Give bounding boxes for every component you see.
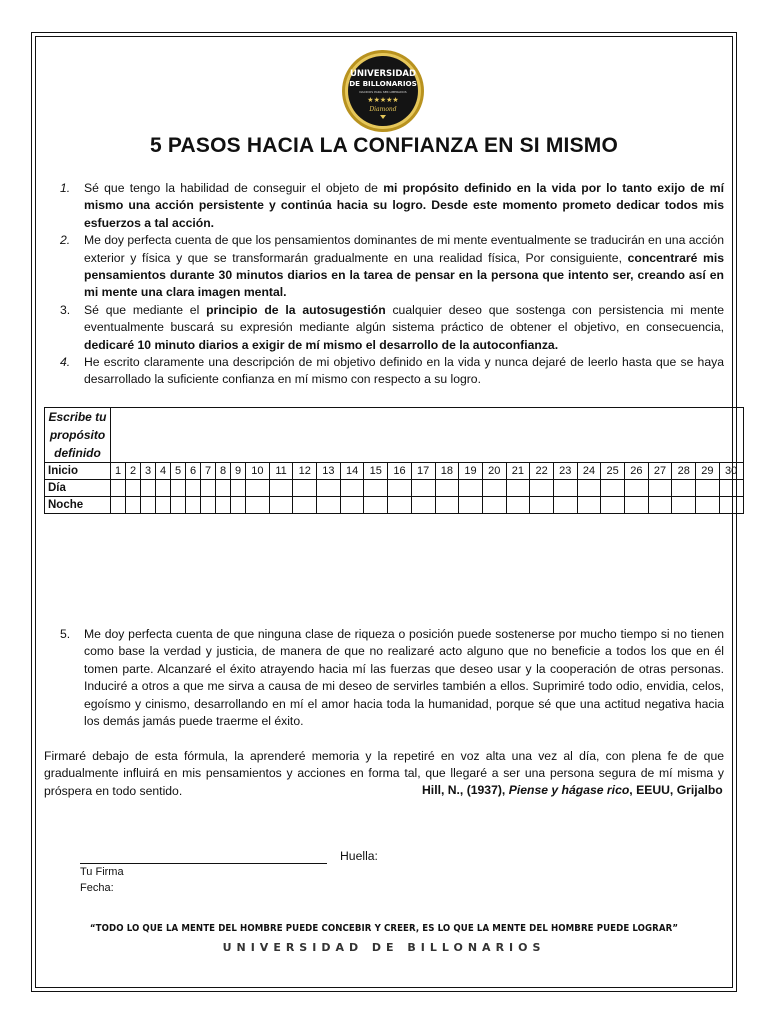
- day-check-cell[interactable]: [317, 480, 341, 497]
- day-number-cell: 3: [141, 463, 156, 480]
- day-check-cell[interactable]: [231, 480, 246, 497]
- day-number-cell: 25: [601, 463, 625, 480]
- day-check-cell[interactable]: [126, 480, 141, 497]
- signature-label: Tu Firma: [80, 866, 124, 878]
- step-text: Sé que tengo la habilidad de conseguir el objeto de: [84, 181, 384, 195]
- day-number-cell: 26: [625, 463, 649, 480]
- day-check-cell[interactable]: [648, 497, 672, 514]
- day-check-cell[interactable]: [553, 480, 577, 497]
- day-check-cell[interactable]: [156, 480, 171, 497]
- day-check-cell[interactable]: [171, 497, 186, 514]
- svg-text:DE BILLONARIOS: DE BILLONARIOS: [349, 79, 417, 88]
- day-check-cell[interactable]: [696, 497, 720, 514]
- day-check-cell[interactable]: [186, 480, 201, 497]
- day-check-cell[interactable]: [171, 480, 186, 497]
- day-number-cell: 27: [648, 463, 672, 480]
- day-number-cell: 20: [482, 463, 506, 480]
- university-seal-logo: [340, 48, 426, 134]
- step-text: cualquier deseo que sostenga con persistencia mi mente eventualmente buscará su expresión mediante algún sistema práctico de obtener el objetivo, en consecuencia,: [84, 302, 724, 335]
- step-text: He escrito claramente una descripción de mi objetivo definido en la vida y nunca dejaré de leerlo hasta que se haya desarrollado la suficiente confianza en mí mismo con respecto a su logro.: [84, 355, 724, 387]
- day-check-cell[interactable]: [482, 480, 506, 497]
- day-number-cell: 19: [459, 463, 483, 480]
- day-number-cell: 1: [111, 463, 126, 480]
- row-label-dia: Día: [45, 480, 111, 497]
- closing-paragraph: Firmaré debajo de esta fórmula, la aprenderé memoria y la repetiré en voz alta una vez al día, con plena fe de que gradualmente influirá en mis pensamientos y acciones en forma tal, que llegaré a ser una persona segura de mí misma y próspera en todo sentido.: [44, 749, 724, 798]
- step-item: [60, 302, 724, 354]
- page-title: 5 PASOS HACIA LA CONFIANZA EN SI MISMO: [149, 134, 619, 157]
- footer-quote: “TODO LO QUE LA MENTE DEL HOMBRE PUEDE CONCEBIR Y CREER, ES LO QUE LA MENTE DEL HOMBRE PUEDE LOGRAR”: [89, 923, 679, 934]
- purpose-label: Escribe tu propósito definido: [45, 408, 111, 463]
- day-check-cell[interactable]: [293, 497, 317, 514]
- day-check-cell[interactable]: [364, 497, 388, 514]
- day-check-cell[interactable]: [231, 497, 246, 514]
- step-5: [60, 626, 724, 730]
- day-check-cell[interactable]: [530, 480, 554, 497]
- day-number-cell: 7: [201, 463, 216, 480]
- step-number: 2.: [60, 233, 71, 248]
- step-item: [60, 354, 724, 389]
- day-number-cell: 29: [696, 463, 720, 480]
- day-check-cell[interactable]: [648, 480, 672, 497]
- day-check-cell[interactable]: [625, 497, 649, 514]
- day-check-cell[interactable]: [577, 480, 601, 497]
- day-check-cell[interactable]: [719, 497, 743, 514]
- day-check-cell[interactable]: [506, 480, 530, 497]
- day-check-cell[interactable]: [411, 497, 435, 514]
- day-check-cell[interactable]: [435, 497, 459, 514]
- day-check-cell[interactable]: [111, 497, 126, 514]
- day-number-cell: 17: [411, 463, 435, 480]
- day-number-cell: 18: [435, 463, 459, 480]
- day-number-cell: 10: [246, 463, 270, 480]
- day-check-cell[interactable]: [672, 497, 696, 514]
- day-number-cell: 6: [186, 463, 201, 480]
- day-number-cell: 5: [171, 463, 186, 480]
- day-check-cell[interactable]: [340, 480, 364, 497]
- day-number-cell: 23: [553, 463, 577, 480]
- progress-tracker-table: [44, 407, 744, 514]
- day-check-cell[interactable]: [201, 497, 216, 514]
- day-number-cell: 8: [216, 463, 231, 480]
- day-check-cell[interactable]: [601, 480, 625, 497]
- day-check-cell[interactable]: [364, 480, 388, 497]
- day-check-cell[interactable]: [719, 480, 743, 497]
- day-check-cell[interactable]: [340, 497, 364, 514]
- svg-text:★★★★★: ★★★★★: [367, 96, 399, 104]
- day-check-cell[interactable]: [186, 497, 201, 514]
- day-number-cell: 9: [231, 463, 246, 480]
- svg-text:Diamond: Diamond: [369, 106, 397, 113]
- step-item: [60, 180, 724, 232]
- day-number-cell: 30: [719, 463, 743, 480]
- day-check-cell[interactable]: [506, 497, 530, 514]
- day-number-cell: 14: [340, 463, 364, 480]
- day-check-cell[interactable]: [141, 497, 156, 514]
- day-check-cell[interactable]: [216, 480, 231, 497]
- day-check-cell[interactable]: [411, 480, 435, 497]
- day-check-cell[interactable]: [201, 480, 216, 497]
- day-check-cell[interactable]: [317, 497, 341, 514]
- step-text: Me doy perfecta cuenta de que los pensamientos dominantes de mi mente eventualmente se traducirán en una acción exterior y física y que se transformarán gradualmente en una realidad física, Por consiguiente,: [84, 233, 724, 265]
- step-text-bold: concentraré mis pensamientos durante 30 minutos diarios en la tarea de pensar en la persona que intento ser, creando así en mi mente una clara imagen mental.: [84, 250, 724, 300]
- day-check-cell[interactable]: [601, 497, 625, 514]
- step-number: 1.: [60, 181, 71, 195]
- day-number-cell: 28: [672, 463, 696, 480]
- day-check-cell[interactable]: [293, 480, 317, 497]
- day-check-cell[interactable]: [435, 480, 459, 497]
- date-label: Fecha:: [80, 882, 114, 894]
- day-number-cell: 11: [269, 463, 293, 480]
- fingerprint-label: Huella:: [340, 849, 378, 863]
- footer-university: UNIVERSIDAD DE BILLONARIOS: [222, 941, 546, 954]
- row-label-inicio: Inicio: [45, 463, 111, 480]
- day-check-cell[interactable]: [156, 497, 171, 514]
- step-item: [60, 232, 724, 302]
- day-check-cell[interactable]: [530, 497, 554, 514]
- day-check-cell[interactable]: [246, 480, 270, 497]
- day-number-cell: 16: [388, 463, 412, 480]
- day-check-cell[interactable]: [216, 497, 231, 514]
- day-check-cell[interactable]: [577, 497, 601, 514]
- day-number-cell: 21: [506, 463, 530, 480]
- day-number-cell: 15: [364, 463, 388, 480]
- day-check-cell[interactable]: [141, 480, 156, 497]
- step-text-bold: dedicaré 10 minuto diarios a exigir de mí mismo el desarrollo de la autoconfianza.: [84, 337, 559, 352]
- purpose-input-area[interactable]: [111, 408, 744, 463]
- day-number-cell: 22: [530, 463, 554, 480]
- step-text-bold: principio de la autosugestión: [206, 302, 386, 317]
- day-check-cell[interactable]: [246, 497, 270, 514]
- step-number: 5.: [60, 627, 71, 641]
- step-text: Me doy perfecta cuenta de que ninguna clase de riqueza o posición puede sostenerse por mucho tiempo si no tienen como base la verdad y justicia, de manera de que no realizaré acto alguno que no beneficie a todos los que en él tomen parte. Alcanzaré el éxito atrayendo hacia mí las fuerzas que deseo usar y la cooperación de otras personas. Induciré a otros a que me sirva a causa de mi deseo de servirles también a ellos. Suprimiré todo odio, envidia, celos, egoísmo y cinismo, desarrollando en mí el amor hacia toda la humanidad, porque sé que una actitud negativa hacia los demás jamás puede traerme el éxito.: [84, 627, 724, 729]
- day-check-cell[interactable]: [459, 480, 483, 497]
- day-check-cell[interactable]: [625, 480, 649, 497]
- day-check-cell[interactable]: [672, 480, 696, 497]
- day-number-cell: 13: [317, 463, 341, 480]
- citation: Hill, N., (1937), Piense y hágase rico, EEUU, Grijalbo: [422, 783, 723, 797]
- day-check-cell[interactable]: [126, 497, 141, 514]
- day-check-cell[interactable]: [459, 497, 483, 514]
- day-check-cell[interactable]: [696, 480, 720, 497]
- day-check-cell[interactable]: [388, 497, 412, 514]
- step-number: 4.: [60, 355, 71, 370]
- svg-text:NACIDOS PARA SER LIBERADOS: NACIDOS PARA SER LIBERADOS: [359, 90, 407, 94]
- svg-text:UNIVERSIDAD: UNIVERSIDAD: [349, 69, 417, 79]
- day-number-cell: 24: [577, 463, 601, 480]
- row-label-noche: Noche: [45, 497, 111, 514]
- day-check-cell[interactable]: [553, 497, 577, 514]
- day-check-cell[interactable]: [111, 480, 126, 497]
- day-check-cell[interactable]: [482, 497, 506, 514]
- signature-line[interactable]: [80, 863, 327, 864]
- day-check-cell[interactable]: [388, 480, 412, 497]
- day-number-cell: 4: [156, 463, 171, 480]
- day-number-cell: 2: [126, 463, 141, 480]
- step-text-bold: mi propósito definido en la vida por lo tanto exijo de mí mismo una acción persistente y continúa hacia su logro. Desde este momento prometo dedicar todos mis esfuerzos a tal acción.: [84, 181, 724, 230]
- day-check-cell[interactable]: [269, 480, 293, 497]
- steps-list: [60, 180, 724, 389]
- day-check-cell[interactable]: [269, 497, 293, 514]
- step-text: Sé que mediante el: [84, 302, 207, 317]
- day-number-cell: 12: [293, 463, 317, 480]
- step-number: 3.: [60, 302, 71, 317]
